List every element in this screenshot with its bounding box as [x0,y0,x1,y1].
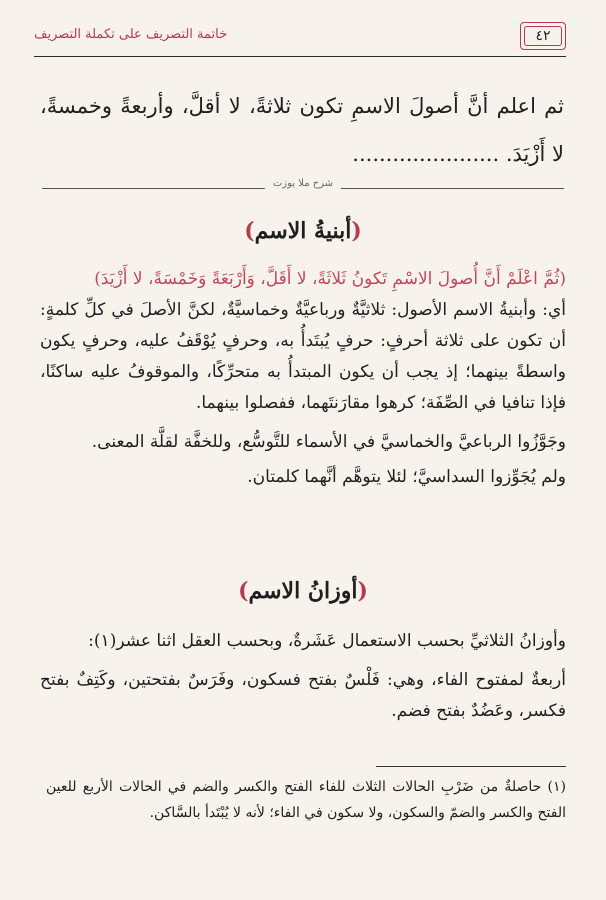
page-number: ٤٢ [524,26,562,46]
commentary-paragraph: أي: وأبنيةُ الاسم الأصول: ثلاثيَّةٌ ورباعيَّةٌ وخماسيَّةٌ، لكنَّ الأصلَ في كلِّ كلمةٍ: أن تكون على ثلاثة أحرفٍ: حرفٍ يُبتَدأُ به، وحرفٍ يُوْقَفُ عليه، وحرفٍ يكون واسطةً بينهما؛ إذ يجب أن يكون المبتدأُ به متحرِّكًا، والموقوفُ عليه ساكنًا، فإذا تنافيا في الصِّفَة؛ كرهوا مقارَنتَهما، ففصلوا بينهما. [40,300,566,413]
page-number-frame [520,22,566,50]
commentary-divider [42,178,564,198]
commentary-paragraph: ولم يُجَوِّزوا السداسيَّ؛ لئلا يتوهَّم أنَّهما كلمتان. [247,467,566,487]
main-text-paragraph: ثم اعلم أنَّ أصولَ الاسمِ تكون ثلاثةً، لا أقلَّ، وأربعةً وخمسةً، لا أَزْيَدَ. ...................... [40,94,564,166]
commentary-paragraph: أربعةٌ لمفتوح الفاء، وهي: فَلْسٌ بفتح فسكون، وفَرَسٌ بفتحتين، وكَتِفٌ بفتح فكسر، وعَضُدٌ بفتح فضم. [40,670,566,721]
commentary-block-1 [40,264,566,493]
section-heading-text: أوزانُ الاسم [248,578,358,604]
section-heading-abniya: (أبنيةُ الاسم) [244,218,362,244]
section-heading-text: أبنيةُ الاسم [254,218,352,244]
commentary-paragraph: وأوزانُ الثلاثيِّ بحسب الاستعمال عَشَرةٌ، وبحسب العقل اثنا عشر(١): [88,631,566,651]
page-header [34,22,566,57]
main-text [40,82,564,178]
divider-label: شرح ملا يوزت [265,178,341,189]
running-title: خاتمة التصريف على تكملة التصريف [34,27,228,42]
section-heading-awzan: (أوزانُ الاسم) [238,578,368,604]
footnote-text: (١) حاصلةٌ من ضَرْبِ الحالات الثلاث للفاء الفتح والكسر والضم في الحالات الأربع للعين الفتح والكسر والضمّ والسكون، ولا سكون في الفاء؛ لأنه لا يُبْتَدأ بالسَّاكن. [46,779,566,821]
commentary-block-2 [40,626,566,727]
commentary-paragraph: وجَوَّزُوا الرباعيَّ والخماسيَّ في الأسماء للتَّوسُّع، وللخفَّة لقلَّة المعنى. [91,432,566,452]
footnote [46,774,566,826]
footnote-separator [376,766,566,767]
quoted-matn: (ثُمَّ اعْلَمْ أَنَّ أُصولَ الاسْمِ تَكونُ ثَلاثَةً، لا أَقَلَّ، وَأَرْبَعَةً وَخَمْسَةً، لا أَزْيَدَ) [94,269,566,289]
